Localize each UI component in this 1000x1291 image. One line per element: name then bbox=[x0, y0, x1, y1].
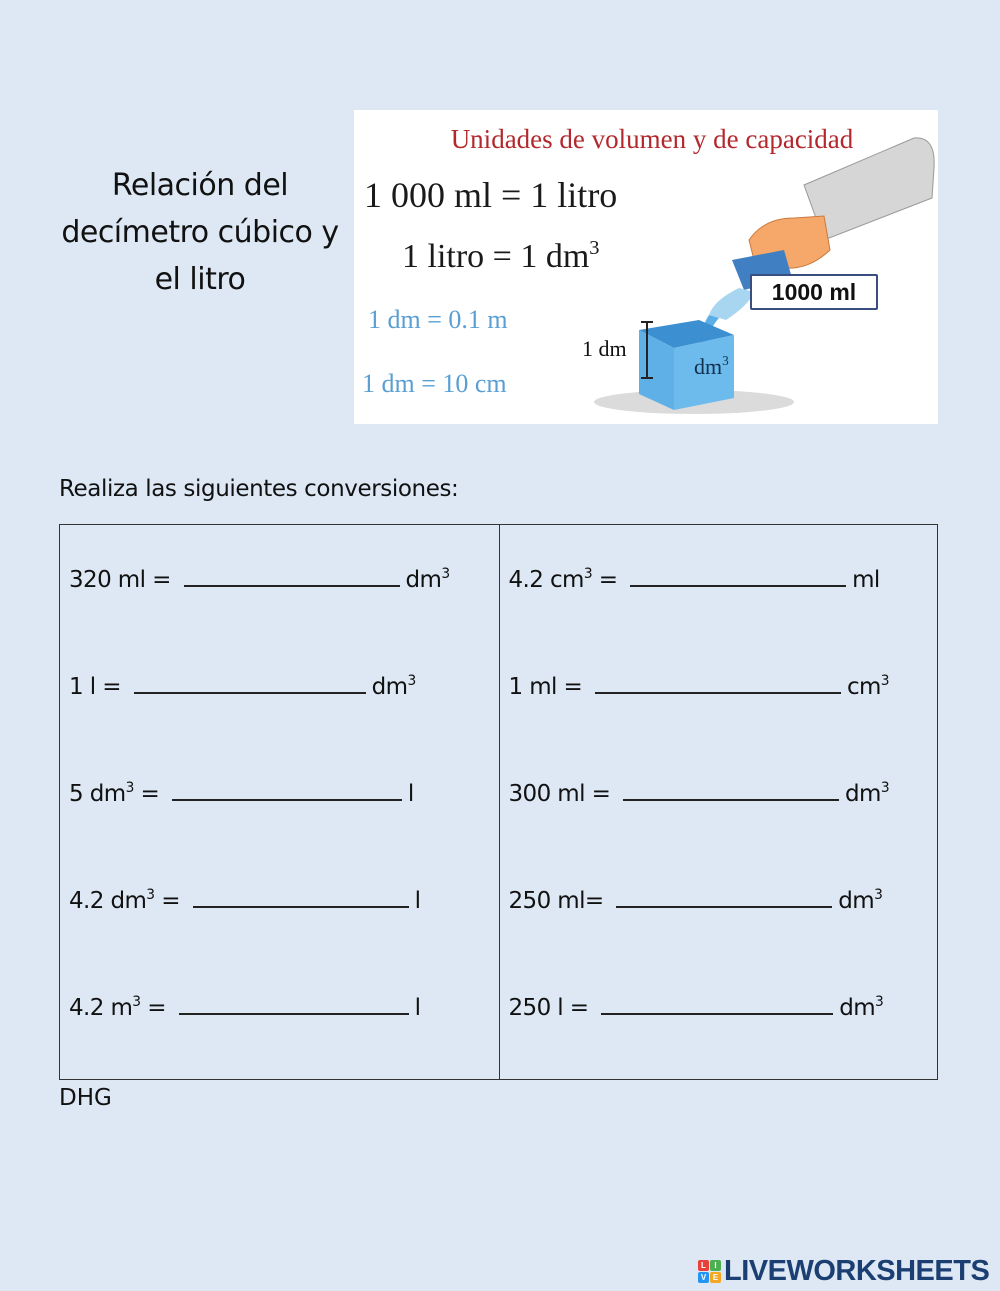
exercise-row: 250 $ml= dm^3$ bbox=[508, 886, 883, 914]
answer-blank[interactable] bbox=[193, 886, 409, 908]
exercise-table bbox=[59, 524, 938, 1080]
answer-blank[interactable] bbox=[179, 993, 409, 1015]
answer-blank[interactable] bbox=[134, 672, 366, 694]
cube-label: $dm^3$ bbox=[694, 353, 729, 379]
title-line-3: el litro bbox=[154, 262, 246, 297]
answer-blank[interactable] bbox=[630, 565, 846, 587]
exercise-row: 300 ml = $dm^3$ bbox=[508, 779, 889, 807]
exercise-column-right bbox=[499, 525, 938, 1079]
infographic-heading: Unidades de volumen y de capacidad bbox=[450, 124, 854, 154]
exercise-row: 4.2 $m^3 = l$ bbox=[69, 993, 421, 1021]
exercise-column-left bbox=[60, 525, 499, 1079]
liveworksheets-brand[interactable] bbox=[698, 1255, 989, 1288]
answer-blank[interactable] bbox=[601, 993, 833, 1015]
instructions: Realiza las siguientes conversiones: bbox=[59, 476, 459, 502]
exercise-row: 4.2 $cm^3$ = ml bbox=[508, 565, 880, 593]
exercise-row: 1 $l = dm^3$ bbox=[69, 672, 416, 700]
equation-dm-cm: 1 dm = 10 cm bbox=[362, 369, 507, 398]
exercise-row: 4.2 $dm^3 = l$ bbox=[69, 886, 421, 914]
liveworksheets-logo-icon: L I V E bbox=[698, 1260, 721, 1283]
answer-blank[interactable] bbox=[184, 565, 400, 587]
exercise-row: 250 $l = dm^3$ bbox=[508, 993, 884, 1021]
exercise-row: 1 ml = $cm^3$ bbox=[508, 672, 889, 700]
brand-name: LIVEWORKSHEETS bbox=[724, 1255, 990, 1287]
equation-litro-dm3: 1 litro = 1 $dm^3$ bbox=[402, 236, 600, 275]
author-initials: DHG bbox=[59, 1085, 112, 1111]
answer-blank[interactable] bbox=[172, 779, 402, 801]
bottle-label: 1000 ml bbox=[750, 274, 878, 310]
answer-blank[interactable] bbox=[595, 672, 841, 694]
title-line-1: Relación del bbox=[111, 168, 289, 203]
answer-blank[interactable] bbox=[616, 886, 832, 908]
cube-side-label: 1 dm bbox=[582, 336, 627, 361]
equation-ml-litro: 1 000 ml = 1 litro bbox=[364, 175, 618, 215]
volume-capacity-infographic bbox=[354, 110, 938, 424]
answer-blank[interactable] bbox=[623, 779, 839, 801]
exercise-row: 320 ml = $dm^3$ bbox=[69, 565, 450, 593]
equation-dm-m: 1 dm = 0.1 m bbox=[368, 305, 508, 334]
worksheet-title bbox=[50, 162, 350, 303]
exercise-row: 5 $dm^3 = l$ bbox=[69, 779, 414, 807]
title-line-2: decímetro cúbico y bbox=[61, 215, 339, 250]
